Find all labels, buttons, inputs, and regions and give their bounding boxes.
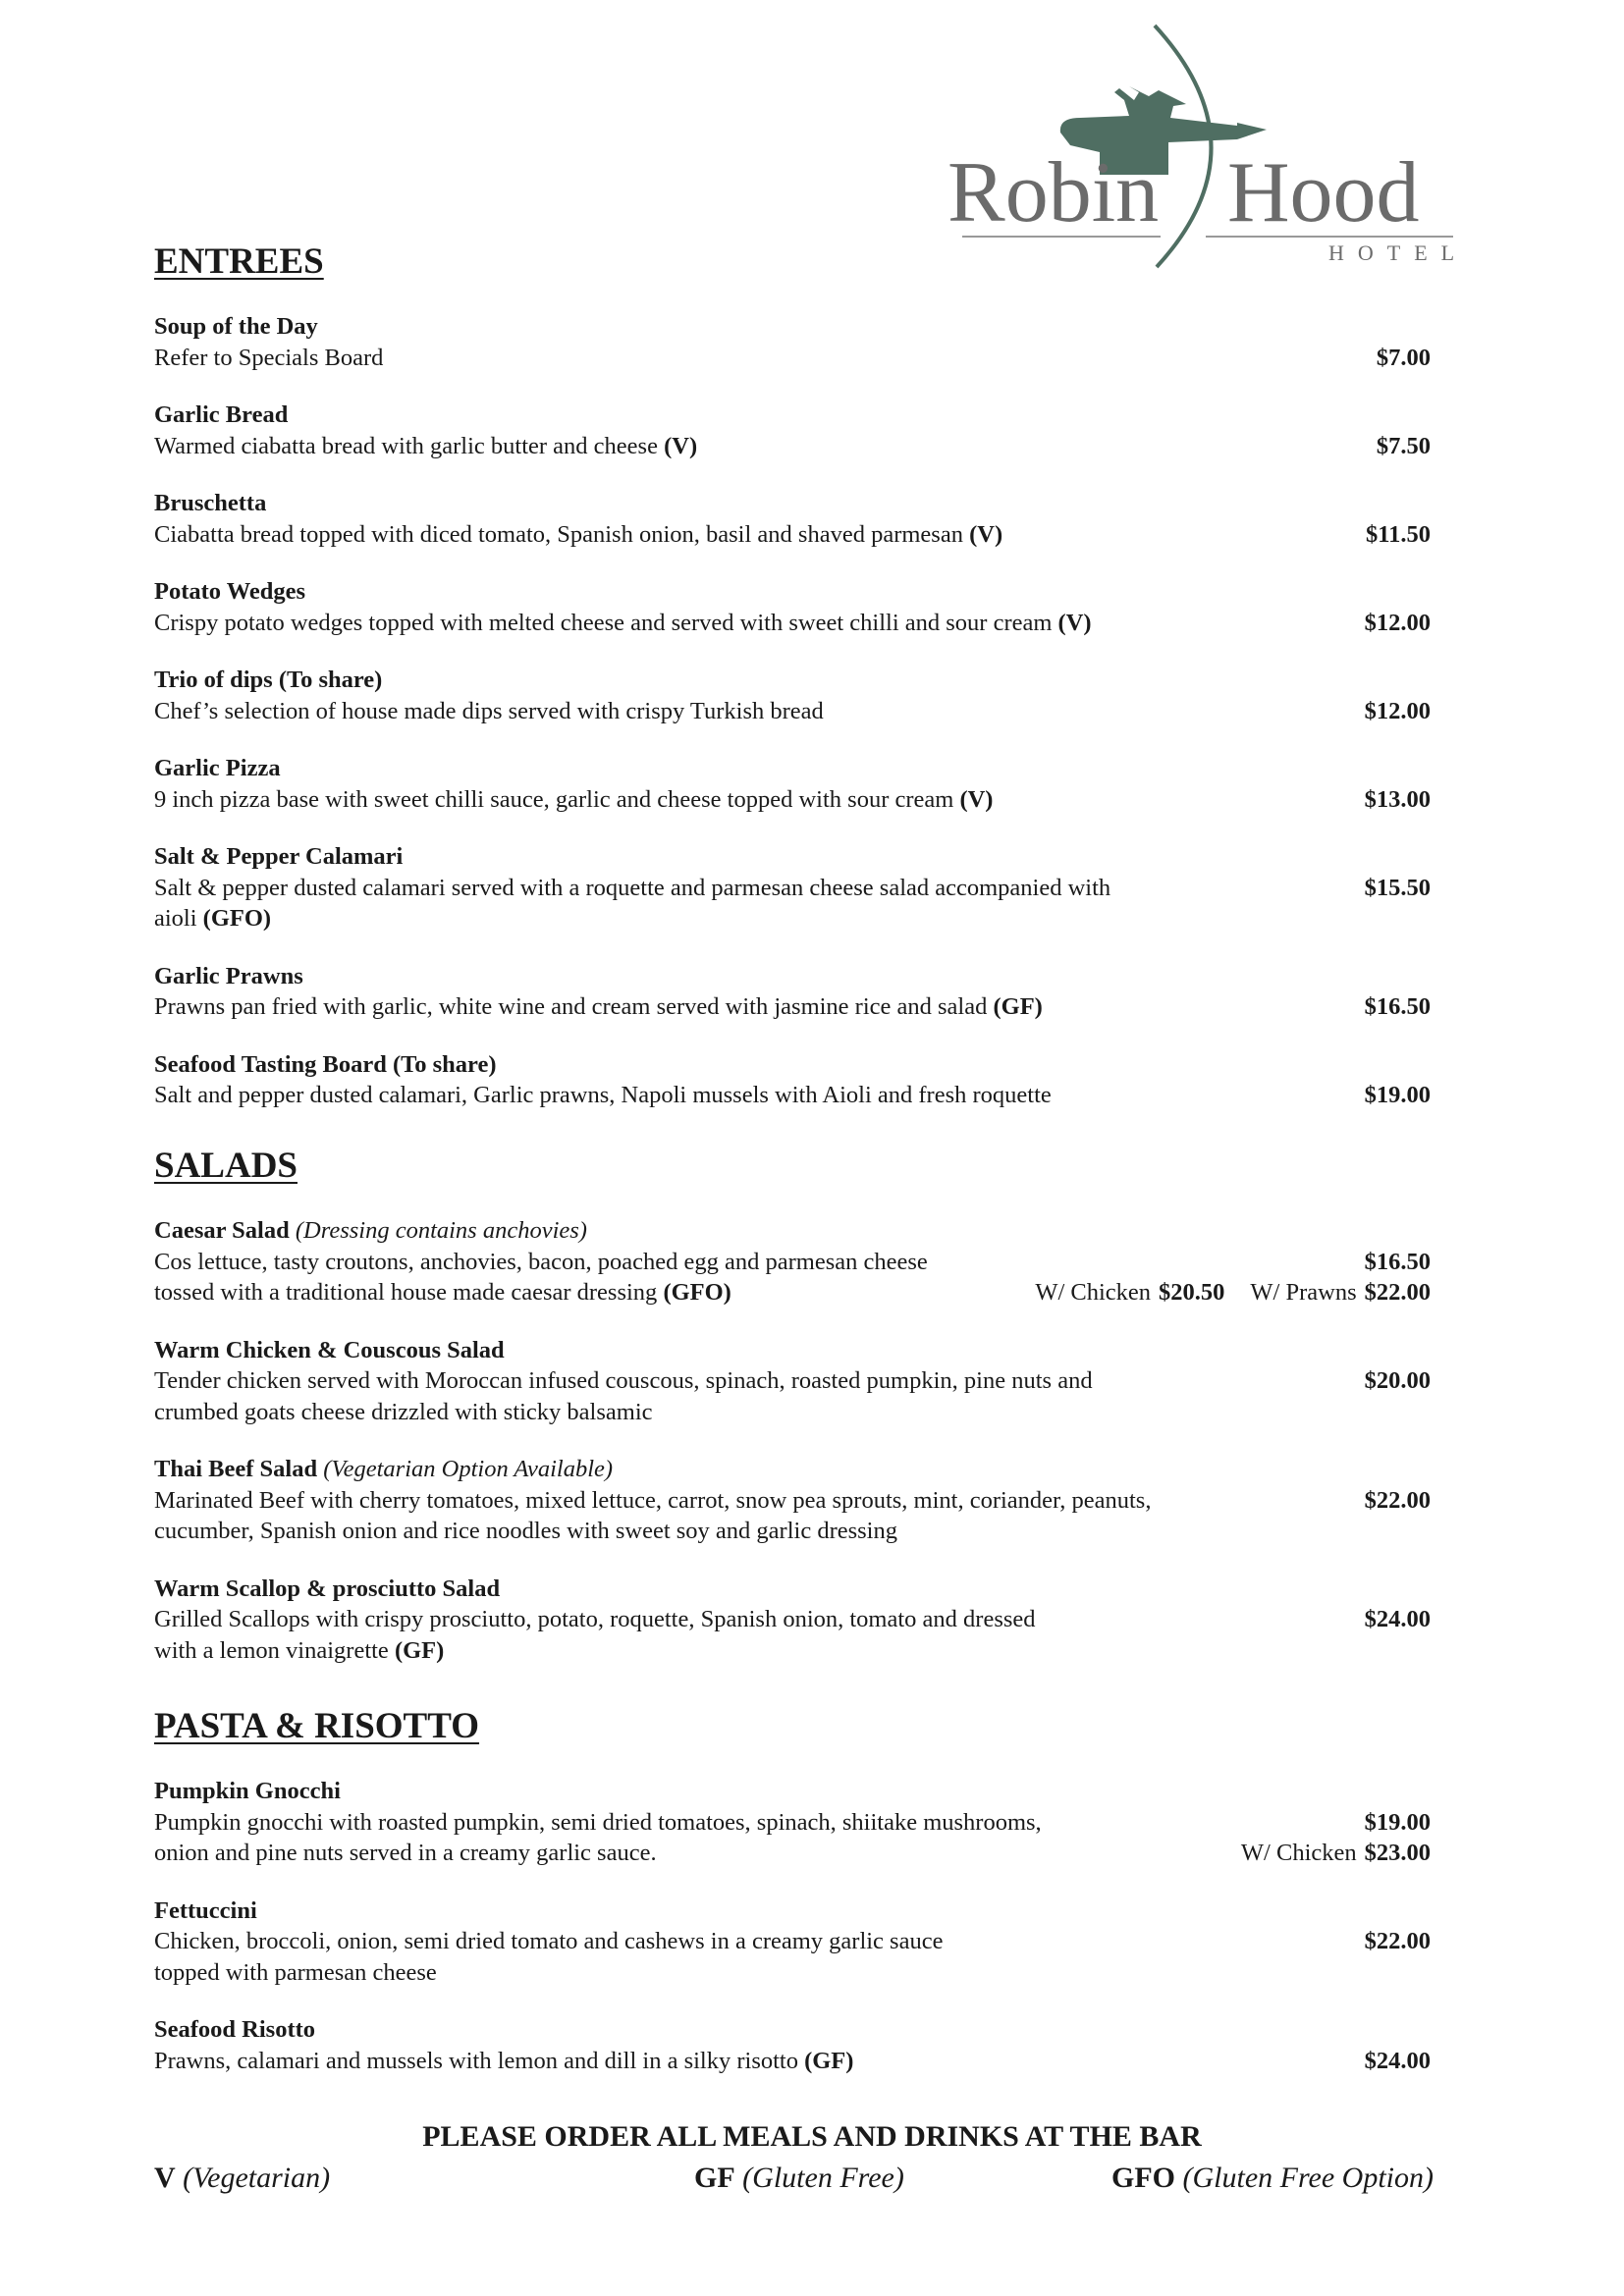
item-name: Seafood Risotto <box>154 2016 316 2043</box>
description-text: crumbed goats cheese drizzled with sticky balsamic <box>154 1398 653 1425</box>
item-description-line <box>154 1365 1431 1397</box>
description-text: Grilled Scallops with crispy prosciutto, potato, roquette, Spanish onion, tomato and dressed <box>154 1606 1036 1632</box>
menu-item <box>154 1574 1431 1667</box>
description-text: aioli <box>154 905 203 932</box>
item-price: $16.50 <box>1364 993 1431 1020</box>
item-description-line <box>154 1604 1431 1635</box>
item-name: Fettuccini <box>154 1896 257 1924</box>
item-description-line <box>154 1080 1431 1111</box>
item-description-line <box>154 608 1431 639</box>
item-description-line <box>154 1635 1431 1667</box>
description-text: onion and pine nuts served in a creamy garlic sauce. <box>154 1840 657 1866</box>
item-price: $24.00 <box>1364 1606 1431 1632</box>
option-label: W/ Prawns <box>1250 1279 1357 1306</box>
item-title-line <box>154 961 1431 992</box>
item-name: Garlic Prawns <box>154 962 303 989</box>
item-description-line <box>154 784 1431 816</box>
description-text: Prawns, calamari and mussels with lemon and dill in a silky risotto <box>154 2047 805 2074</box>
menu-item <box>154 1335 1431 1428</box>
description-text: Prawns pan fried with garlic, white wine and cream served with jasmine rice and salad <box>154 993 994 1020</box>
dietary-tag: (V) <box>664 432 698 459</box>
menu-item <box>154 1776 1431 1869</box>
item-title-line <box>154 1335 1431 1366</box>
item-name: Trio of dips (To share) <box>154 667 383 693</box>
svg-text:HOTEL: HOTEL <box>1328 240 1463 265</box>
menu-section-salads <box>154 1145 1431 1692</box>
legend-gluten-free-option: GFO (Gluten Free Option) <box>1111 2162 1434 2194</box>
item-description-line <box>154 1516 1431 1547</box>
item-note: (Vegetarian Option Available) <box>323 1456 614 1482</box>
menu-item <box>154 1454 1431 1547</box>
item-description-line <box>154 991 1431 1023</box>
menu-section-entrees <box>154 240 1431 1138</box>
dietary-tag: (GFO) <box>663 1279 731 1306</box>
menu-item <box>154 1049 1431 1111</box>
menu-items <box>154 1215 1431 1666</box>
menu-section-pasta-risotto <box>154 1705 1431 2103</box>
item-price: $13.00 <box>1364 785 1431 813</box>
description-text: tossed with a traditional house made caesar dressing <box>154 1279 664 1306</box>
option-price: $20.50 <box>1159 1279 1225 1306</box>
item-title-line <box>154 665 1431 696</box>
section-heading: ENTREES <box>154 241 324 282</box>
price-option <box>1241 1840 1431 1866</box>
item-name: Salt & Pepper Calamari <box>154 843 404 870</box>
robin-hood-hotel-logo <box>943 10 1463 270</box>
description-text: Refer to Specials Board <box>154 344 384 371</box>
price-option <box>1250 1279 1431 1306</box>
description-text: Marinated Beef with cherry tomatoes, mixed lettuce, carrot, snow pea sprouts, mint, coriander, peanuts, <box>154 1486 1152 1514</box>
description-text: Chef’s selection of house made dips served with crispy Turkish bread <box>154 697 824 724</box>
item-price: $20.00 <box>1364 1367 1431 1394</box>
item-name: Thai Beef Salad <box>154 1456 318 1482</box>
option-price: $22.00 <box>1364 1279 1431 1306</box>
description-text: Pumpkin gnocchi with roasted pumpkin, semi dried tomatoes, spinach, shiitake mushrooms, <box>154 1808 1042 1836</box>
item-description-line <box>154 1485 1431 1517</box>
item-title-line <box>154 841 1431 873</box>
order-at-bar-notice: PLEASE ORDER ALL MEALS AND DRINKS AT THE BAR <box>422 2120 1202 2153</box>
item-price: $7.50 <box>1376 432 1431 459</box>
item-description-line <box>154 903 1431 934</box>
menu-item <box>154 311 1431 373</box>
item-name: Garlic Bread <box>154 401 289 428</box>
menu-item <box>154 841 1431 934</box>
item-title-line <box>154 400 1431 431</box>
item-price: $12.00 <box>1364 697 1431 724</box>
option-label: W/ Chicken <box>1035 1279 1152 1306</box>
item-description-line <box>154 1397 1431 1428</box>
item-title-line <box>154 1896 1431 1927</box>
item-name: Warm Chicken & Couscous Salad <box>154 1336 505 1363</box>
menu-item <box>154 961 1431 1023</box>
item-description-line <box>154 1926 1431 1957</box>
description-text: Warmed ciabatta bread with garlic butter and cheese <box>154 432 665 459</box>
item-title-line <box>154 2014 1431 2046</box>
item-description-line <box>154 2046 1431 2077</box>
item-name: Soup of the Day <box>154 313 318 340</box>
menu-item <box>154 576 1431 638</box>
dietary-tag: (V) <box>969 520 1003 548</box>
item-description-line <box>154 1807 1431 1839</box>
item-name: Seafood Tasting Board (To share) <box>154 1050 497 1078</box>
description-text: Salt and pepper dusted calamari, Garlic prawns, Napoli mussels with Aioli and fresh roquette <box>154 1082 1052 1108</box>
item-price: $24.00 <box>1364 2047 1431 2074</box>
menu-items <box>154 311 1431 1111</box>
menu-item <box>154 2014 1431 2076</box>
item-name: Garlic Pizza <box>154 755 281 781</box>
dietary-tag: (GF) <box>804 2047 854 2074</box>
item-title-line <box>154 1776 1431 1807</box>
description-text: Crispy potato wedges topped with melted cheese and served with sweet chilli and sour cream <box>154 609 1058 636</box>
menu-items <box>154 1776 1431 2076</box>
item-note: (Dressing contains anchovies) <box>295 1217 587 1244</box>
item-name: Pumpkin Gnocchi <box>154 1778 341 1804</box>
price-option <box>1035 1279 1224 1306</box>
item-price: $15.50 <box>1364 874 1431 901</box>
menu-item <box>154 665 1431 726</box>
item-description-line <box>154 343 1431 374</box>
item-title-line <box>154 1049 1431 1081</box>
menu-item <box>154 753 1431 815</box>
description-text: 9 inch pizza base with sweet chilli sauce, garlic and cheese topped with sour cream <box>154 785 960 813</box>
item-price: $16.50 <box>1364 1248 1431 1275</box>
item-title-line <box>154 1215 1431 1247</box>
dietary-tag: (V) <box>959 785 994 813</box>
item-title-line <box>154 311 1431 343</box>
menu-item <box>154 488 1431 550</box>
item-name: Caesar Salad <box>154 1217 290 1244</box>
option-label: W/ Chicken <box>1240 1840 1357 1866</box>
menu-item <box>154 1896 1431 1989</box>
menu-item <box>154 1215 1431 1308</box>
item-price-options <box>1216 1838 1431 1869</box>
item-price: $11.50 <box>1365 520 1431 548</box>
item-title-line <box>154 488 1431 519</box>
section-heading: PASTA & RISOTTO <box>154 1706 480 1746</box>
description-text: Ciabatta bread topped with diced tomato, Spanish onion, basil and shaved parmesan <box>154 520 970 548</box>
item-price: $19.00 <box>1364 1082 1431 1108</box>
item-description-line <box>154 519 1431 551</box>
item-name: Potato Wedges <box>154 578 306 605</box>
description-text: Salt & pepper dusted calamari served with a roquette and parmesan cheese salad accompanied with <box>154 874 1111 901</box>
item-title-line <box>154 576 1431 608</box>
dietary-tag: (GF) <box>394 1636 445 1664</box>
item-title-line <box>154 753 1431 784</box>
item-title-line <box>154 1454 1431 1485</box>
option-price: $23.00 <box>1364 1840 1431 1866</box>
description-text: topped with parmesan cheese <box>154 1958 437 1986</box>
legend-gluten-free: GF (Gluten Free) <box>694 2162 904 2194</box>
item-price: $22.00 <box>1364 1928 1431 1954</box>
svg-text:Robin: Robin <box>947 145 1160 240</box>
section-heading: SALADS <box>154 1146 298 1186</box>
item-price: $7.00 <box>1376 344 1431 371</box>
item-description-line <box>154 873 1431 904</box>
dietary-tag: (GFO) <box>202 905 272 932</box>
svg-text:Hood: Hood <box>1227 145 1420 240</box>
description-text: Chicken, broccoli, onion, semi dried tomato and cashews in a creamy garlic sauce <box>154 1928 944 1954</box>
item-price: $22.00 <box>1364 1486 1431 1514</box>
menu-item <box>154 400 1431 461</box>
description-text: Cos lettuce, tasty croutons, anchovies, bacon, poached egg and parmesan cheese <box>154 1248 928 1275</box>
item-price-options <box>1009 1277 1431 1308</box>
item-description-line <box>154 1247 1431 1278</box>
description-text: Tender chicken served with Moroccan infused couscous, spinach, roasted pumpkin, pine nuts and <box>154 1367 1093 1394</box>
item-description-line <box>154 1957 1431 1989</box>
legend-vegetarian: V (Vegetarian) <box>154 2162 331 2194</box>
item-name: Bruschetta <box>154 490 267 516</box>
dietary-tag: (GF) <box>993 993 1043 1020</box>
description-text: cucumber, Spanish onion and rice noodles with sweet soy and garlic dressing <box>154 1518 897 1544</box>
item-price: $19.00 <box>1364 1808 1431 1836</box>
item-price: $12.00 <box>1364 609 1431 636</box>
description-text: with a lemon vinaigrette <box>154 1636 395 1664</box>
item-description-line <box>154 696 1431 727</box>
item-name: Warm Scallop & prosciutto Salad <box>154 1575 501 1602</box>
dietary-tag: (V) <box>1057 609 1092 636</box>
item-title-line <box>154 1574 1431 1605</box>
item-description-line <box>154 431 1431 462</box>
